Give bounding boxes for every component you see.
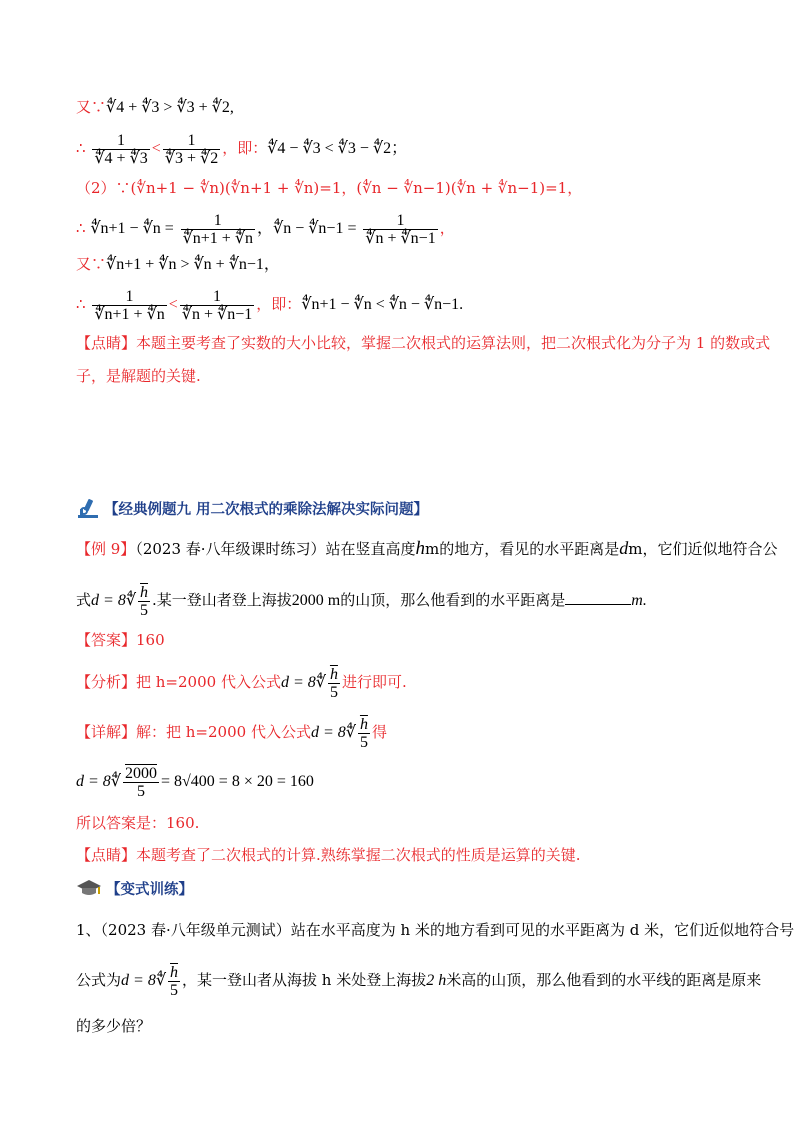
fraction [123,765,159,800]
less-than: < [168,296,178,313]
formula-lhs: d = 8 [121,972,156,989]
fraction [328,666,340,701]
var-2h: 2 h [426,972,447,989]
fraction [138,584,150,619]
math-expr: ∜4 + ∜3 > ∜3 + ∜2, [106,99,234,116]
altitude: 2000 m [291,592,341,609]
fraction-den: ∜n+1 + ∜n [94,305,165,323]
fraction [163,132,220,167]
math-expr: ，∜n − ∜n−1 = [257,220,357,237]
fraction-num: h [170,963,179,981]
question-text: 公式为 [76,971,122,989]
line-1 [76,97,234,118]
example-line-1 [76,538,778,559]
line-2 [76,128,407,168]
line-6 [76,284,463,324]
var-h: h [415,538,426,559]
variant-heading [76,878,193,902]
answer-line: 【答案】160 [76,631,165,649]
comment-line-1: 【点睛】本题主要考查了实数的大小比较，掌握二次根式的运算法则，把二次根式化为分子为 1 的数或式 [76,334,771,352]
fraction-den: 5 [140,601,149,619]
fraction-den: 5 [359,733,368,751]
fraction-num: 1 [163,132,220,150]
detail-line [76,712,387,752]
text-ie: ，即： [222,139,268,157]
fraction [92,132,149,167]
fraction-den: 5 [137,782,145,800]
fraction-num: 2000 [125,764,157,782]
analysis-line [76,662,407,702]
fraction [168,964,180,999]
radical-sign: ∜ [345,724,356,741]
formula-lhs: d = 8 [310,724,346,741]
text-ie: ，即： [256,295,302,313]
variant-title: 【变式训练】 [106,881,193,898]
example-line-2 [76,578,647,622]
fraction-num: 1 [181,212,255,230]
section-heading [76,497,428,523]
graduation-cap-icon [76,878,102,902]
fraction-den: ∜n+1 + ∜n [182,229,254,247]
example-text: m的地方，看见的水平距离是 [425,540,620,558]
question-line-3: 的多少倍？ [76,1017,152,1035]
therefore-prefix: 又∵ [76,98,107,116]
fraction [358,716,370,751]
section-title: 【经典例题九 用二次根式的乘除法解决实际问题】 [104,501,429,518]
formula-lhs: d = 8 [91,592,126,609]
question-line-2 [76,958,761,1002]
formula-lhs: d = 8 [280,674,316,691]
fraction [181,212,255,247]
conclusion-line: 所以答案是：160. [76,814,200,832]
fraction-num: 1 [180,288,254,306]
fraction-num: 1 [92,132,149,150]
therefore-prefix: 又∵ [76,255,107,273]
question-line-1: 1、（2023 春·八年级单元测试）站在水平高度为 h 米的地方看到可见的水平距离为 d 米，它们近似地符合号 [76,921,795,939]
comment-line-2: 子，是解题的关键. [76,367,201,385]
detail-text: 得 [371,723,387,741]
math-expr: ∜4 − ∜3 < ∜3 − ∜2； [267,140,408,157]
therefore-symbol: ∴ [76,139,86,157]
line-3: （2）∵(∜n+1 − ∜n)(∜n+1 + ∜n)=1，(∜n − ∜n−1)(∜n + ∜n−1)=1， [76,179,583,197]
fraction [363,212,437,247]
math-expr: ∜n+1 − ∜n < ∜n − ∜n−1. [301,296,464,313]
detail-text: 【详解】解：把 h=2000 代入公式 [76,723,311,741]
question-text: ，某一登山者从海拔 h 米处登上海拔 [182,971,427,989]
microscope-icon [76,497,100,523]
example-text: m，它们近似地符合公 [628,540,778,558]
fraction-den: ∜n + ∜n−1 [181,305,253,323]
therefore-symbol: ∴ [76,219,86,237]
less-than: < [151,140,161,157]
example-text: 式 [76,591,92,609]
unit: m. [631,592,647,609]
comma: ， [439,219,455,237]
example-text: .某一登山者登上海拔 [152,591,292,609]
example-text: （2023 春·八年级课时练习）站在竖直高度 [135,540,416,558]
analysis-text: 【分析】把 h=2000 代入公式 [76,673,281,691]
fraction-den: ∜3 + ∜2 [164,149,219,167]
fraction-den: 5 [329,683,338,701]
fraction-den: ∜4 + ∜3 [94,149,148,167]
math-expr: ∜n+1 + ∜n > ∜n + ∜n−1， [106,256,280,273]
example-text: 的山顶，那么他看到的水平距离是 [340,591,566,609]
fraction [180,288,254,323]
line-4 [76,208,455,248]
question-text: 米高的山顶，那么他看到的水平线的距离是原来 [446,971,762,989]
fraction-num: h [329,665,338,683]
analysis-text: 进行即可. [341,673,407,691]
answer-blank [565,590,631,605]
radical-sign: ∜ [155,972,167,989]
calc-lhs: d = 8 [76,773,111,790]
radical-sign: ∜ [125,592,137,609]
radical-sign: ∜ [315,674,326,691]
fraction-num: 1 [92,288,166,306]
example-label: 【例 9】 [76,540,136,558]
fraction-num: 1 [363,212,437,230]
fraction-num: h [140,583,149,601]
fraction-den: 5 [170,981,179,999]
var-d: d [619,538,629,558]
calc-rest: = 8√400 = 8 × 20 = 160 [161,773,314,790]
fraction-num: h [359,715,368,733]
calc-line [76,760,314,802]
therefore-symbol: ∴ [76,295,86,313]
fraction [92,288,166,323]
math-expr: ∜n+1 − ∜n = [90,220,174,237]
line-5 [76,254,280,275]
fraction-den: ∜n + ∜n−1 [365,229,436,247]
comment-line: 【点睛】本题考查了二次根式的计算.熟练掌握二次根式的性质是运算的关键. [76,846,581,864]
radical-sign: ∜ [110,773,121,790]
